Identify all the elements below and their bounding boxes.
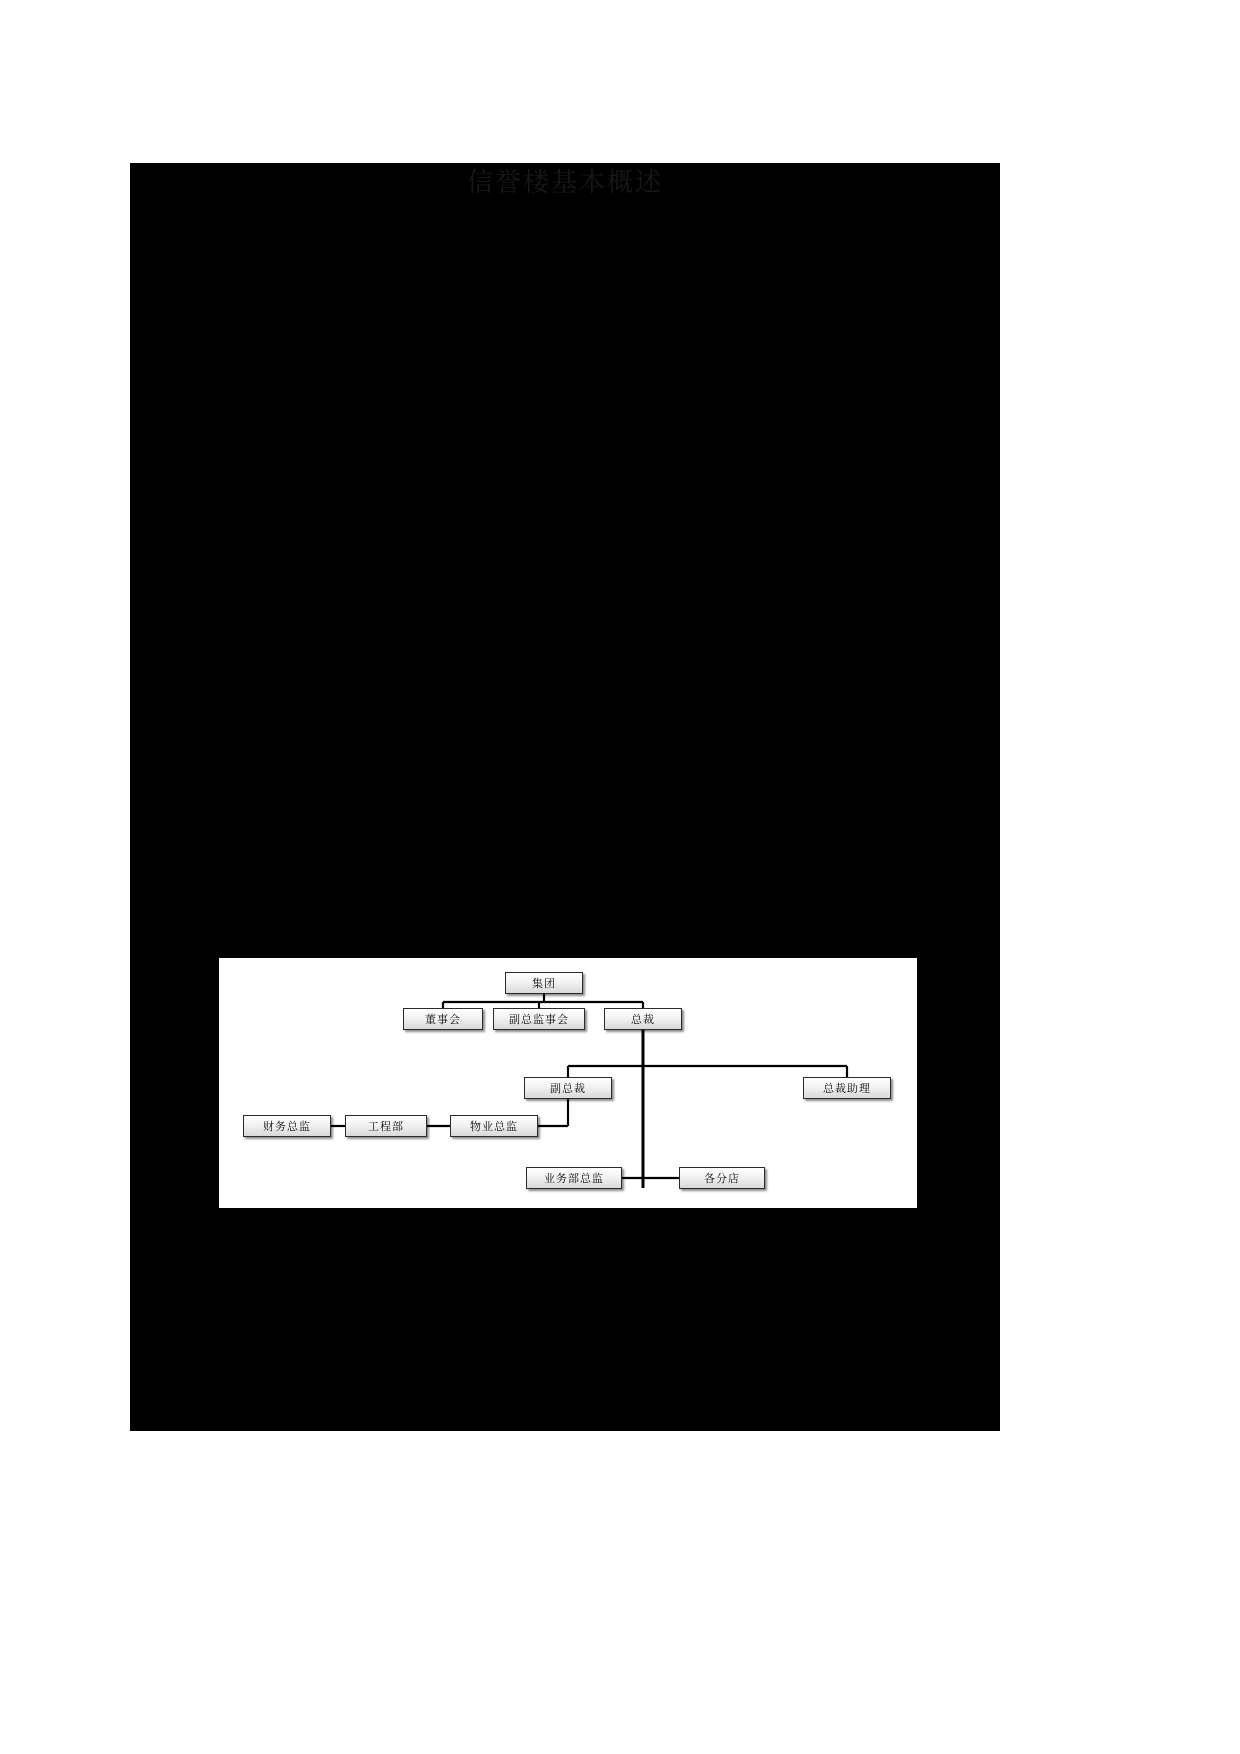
org-node-finance[interactable]: 财务总监 <box>243 1115 331 1137</box>
org-node-vice-president[interactable]: 副总裁 <box>524 1077 612 1099</box>
org-node-vice-board[interactable]: 副总监事会 <box>493 1008 585 1030</box>
org-node-property[interactable]: 物业总监 <box>450 1115 538 1137</box>
org-node-group[interactable]: 集团 <box>505 972 583 994</box>
org-node-board[interactable]: 董事会 <box>403 1008 483 1030</box>
org-node-engineering[interactable]: 工程部 <box>345 1115 427 1137</box>
org-node-president[interactable]: 总裁 <box>604 1008 682 1030</box>
page-body <box>130 163 1000 1431</box>
org-node-branches[interactable]: 各分店 <box>679 1167 765 1189</box>
org-node-assistant[interactable]: 总裁助理 <box>803 1077 891 1099</box>
page-title: 信誉楼基本概述 <box>466 168 663 197</box>
org-node-business[interactable]: 业务部总监 <box>526 1167 622 1189</box>
org-chart-canvas <box>219 958 917 1208</box>
